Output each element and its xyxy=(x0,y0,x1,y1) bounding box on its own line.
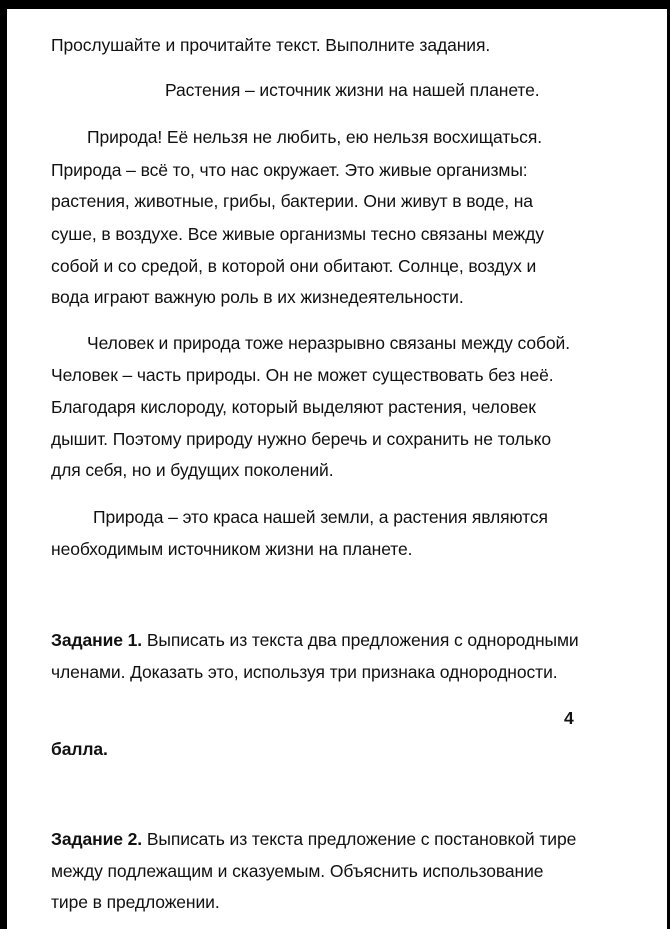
task-1-line-1 xyxy=(51,629,579,651)
paragraph-2-line-3: Благодаря кислороду, который выделяют растения, человек xyxy=(51,397,536,417)
task-2-line-1 xyxy=(51,828,576,850)
task-2-line-3: тире в предложении. xyxy=(51,892,220,912)
task-1-text-1: Выписать из текста два предложения с однородными xyxy=(142,630,579,650)
paragraph-2-line-5: для себя, но и будущих поколений. xyxy=(51,460,334,480)
task-2-text-1: Выписать из текста предложение с постановкой тире xyxy=(142,829,577,849)
paragraph-2-line-1: Человек и природа тоже неразрывно связаны между собой. xyxy=(87,333,570,353)
paragraph-1-line-4: суше, в воздухе. Все живые организмы тесно связаны между xyxy=(51,224,544,244)
task-2-label: Задание 2. xyxy=(51,829,143,849)
text-title: Растения – источник жизни на нашей планете. xyxy=(165,80,540,100)
paragraph-1-line-1: Природа! Её нельзя не любить, ею нельзя восхищаться. xyxy=(87,127,542,147)
instruction-text: Прослушайте и прочитайте текст. Выполните задания. xyxy=(51,35,491,55)
paragraph-2-line-4: дышит. Поэтому природу нужно беречь и сохранить не только xyxy=(51,429,552,449)
paragraph-2-line-2: Человек – часть природы. Он не может существовать без неё. xyxy=(51,365,554,385)
task-1-points-number: 4 xyxy=(564,708,574,728)
task-1-points-word: балла. xyxy=(51,739,108,759)
paragraph-1-line-5: собой и со средой, в которой они обитают. Солнце, воздух и xyxy=(51,256,537,276)
task-1-line-2: членами. Доказать это, используя три признака однородности. xyxy=(51,662,558,682)
paragraph-3-line-2: необходимым источником жизни на планете. xyxy=(51,539,413,559)
task-2-line-2: между подлежащим и сказуемым. Объяснить использование xyxy=(51,861,544,881)
document-page xyxy=(7,9,667,929)
task-1-label: Задание 1. xyxy=(51,630,143,650)
paragraph-1-line-2: Природа – всё то, что нас окружает. Это живые организмы: xyxy=(51,160,528,180)
paragraph-1-line-3: растения, животные, грибы, бактерии. Они живут в воде, на xyxy=(51,191,533,211)
paragraph-1-line-6: вода играют важную роль в их жизнедеятельности. xyxy=(51,287,464,307)
paragraph-3-line-1: Природа – это краса нашей земли, а растения являются xyxy=(93,507,548,527)
